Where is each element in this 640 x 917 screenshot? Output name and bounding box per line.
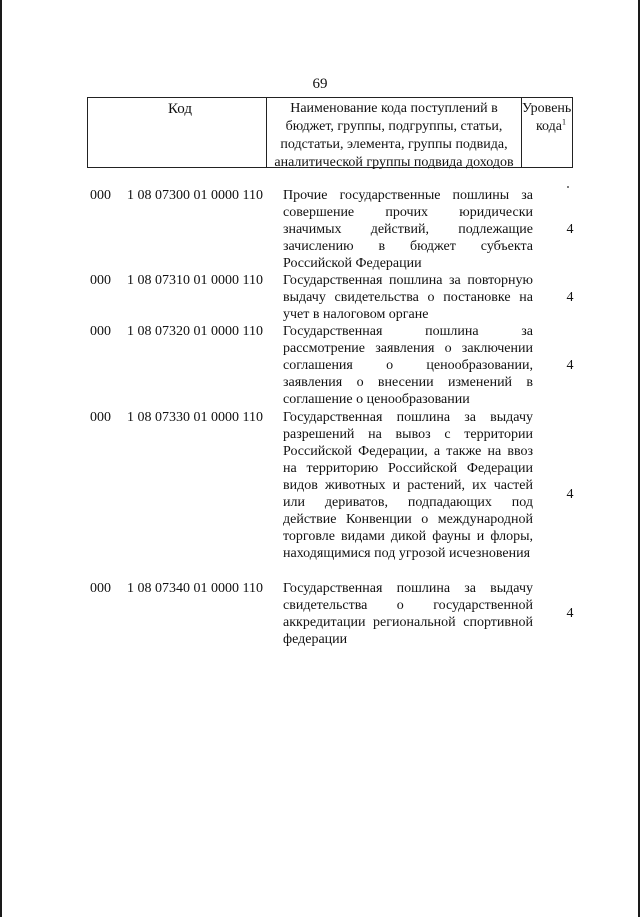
row-code: 1 08 07300 01 0000 110 bbox=[127, 188, 263, 203]
row-code: 1 08 07340 01 0000 110 bbox=[127, 581, 263, 596]
row-level: 4 bbox=[566, 358, 574, 373]
row-prefix: 000 bbox=[90, 273, 111, 288]
row-code: 1 08 07330 01 0000 110 bbox=[127, 410, 263, 425]
row-level: 4 bbox=[566, 222, 574, 237]
row-prefix: 000 bbox=[90, 188, 111, 203]
scan-border-left bbox=[0, 0, 2, 917]
row-code: 1 08 07320 01 0000 110 bbox=[127, 324, 263, 339]
header-cell-name bbox=[266, 98, 522, 170]
header-cell-level bbox=[522, 98, 572, 167]
row-level: 4 bbox=[566, 487, 574, 502]
table-header bbox=[87, 97, 573, 168]
row-description: Государственная пошлина за рассмотрение заявления о заключении соглашения о ценообразовании, заявления о внесении изменений в соглашение о ценообразовании bbox=[283, 324, 533, 407]
row-description: Прочие государственные пошлины за совершение прочих юридически значимых действий, подлежащие зачислению в бюджет субъекта Российской Федерации bbox=[283, 188, 533, 271]
scan-speck bbox=[567, 186, 569, 188]
header-code-label: Код bbox=[168, 101, 192, 117]
header-level-footnote: 1 bbox=[562, 117, 566, 127]
row-description: Государственная пошлина за выдачу разрешений на вывоз с территории Российской Федерации, а также на ввоз на территорию Российской Федерации видов животных и растений, их частей или дериватов, подпадающих под действие Конвенции о международной торговле видами дикой фауны и флоры, находящимися под угрозой исчезновения bbox=[283, 410, 533, 561]
header-name-label: Наименование кода поступлений в бюджет, группы, подгруппы, статьи, подстатьи, элемента, группы подвида, аналитической группы подвида доходов bbox=[274, 101, 514, 170]
row-prefix: 000 bbox=[90, 410, 111, 425]
row-prefix: 000 bbox=[90, 581, 111, 596]
header-level-label: Уровень кода bbox=[522, 101, 572, 134]
row-prefix: 000 bbox=[90, 324, 111, 339]
row-level: 4 bbox=[566, 606, 574, 621]
row-code: 1 08 07310 01 0000 110 bbox=[127, 273, 263, 288]
row-description: Государственная пошлина за выдачу свидетельства о государственной аккредитации региональной спортивной федерации bbox=[283, 581, 533, 647]
row-level: 4 bbox=[566, 290, 574, 305]
page-number: 69 bbox=[312, 76, 328, 92]
header-level-wrapper bbox=[522, 100, 572, 136]
row-description: Государственная пошлина за повторную выдачу свидетельства о постановке на учет в налоговом органе bbox=[283, 273, 533, 322]
header-cell-code bbox=[88, 98, 266, 167]
